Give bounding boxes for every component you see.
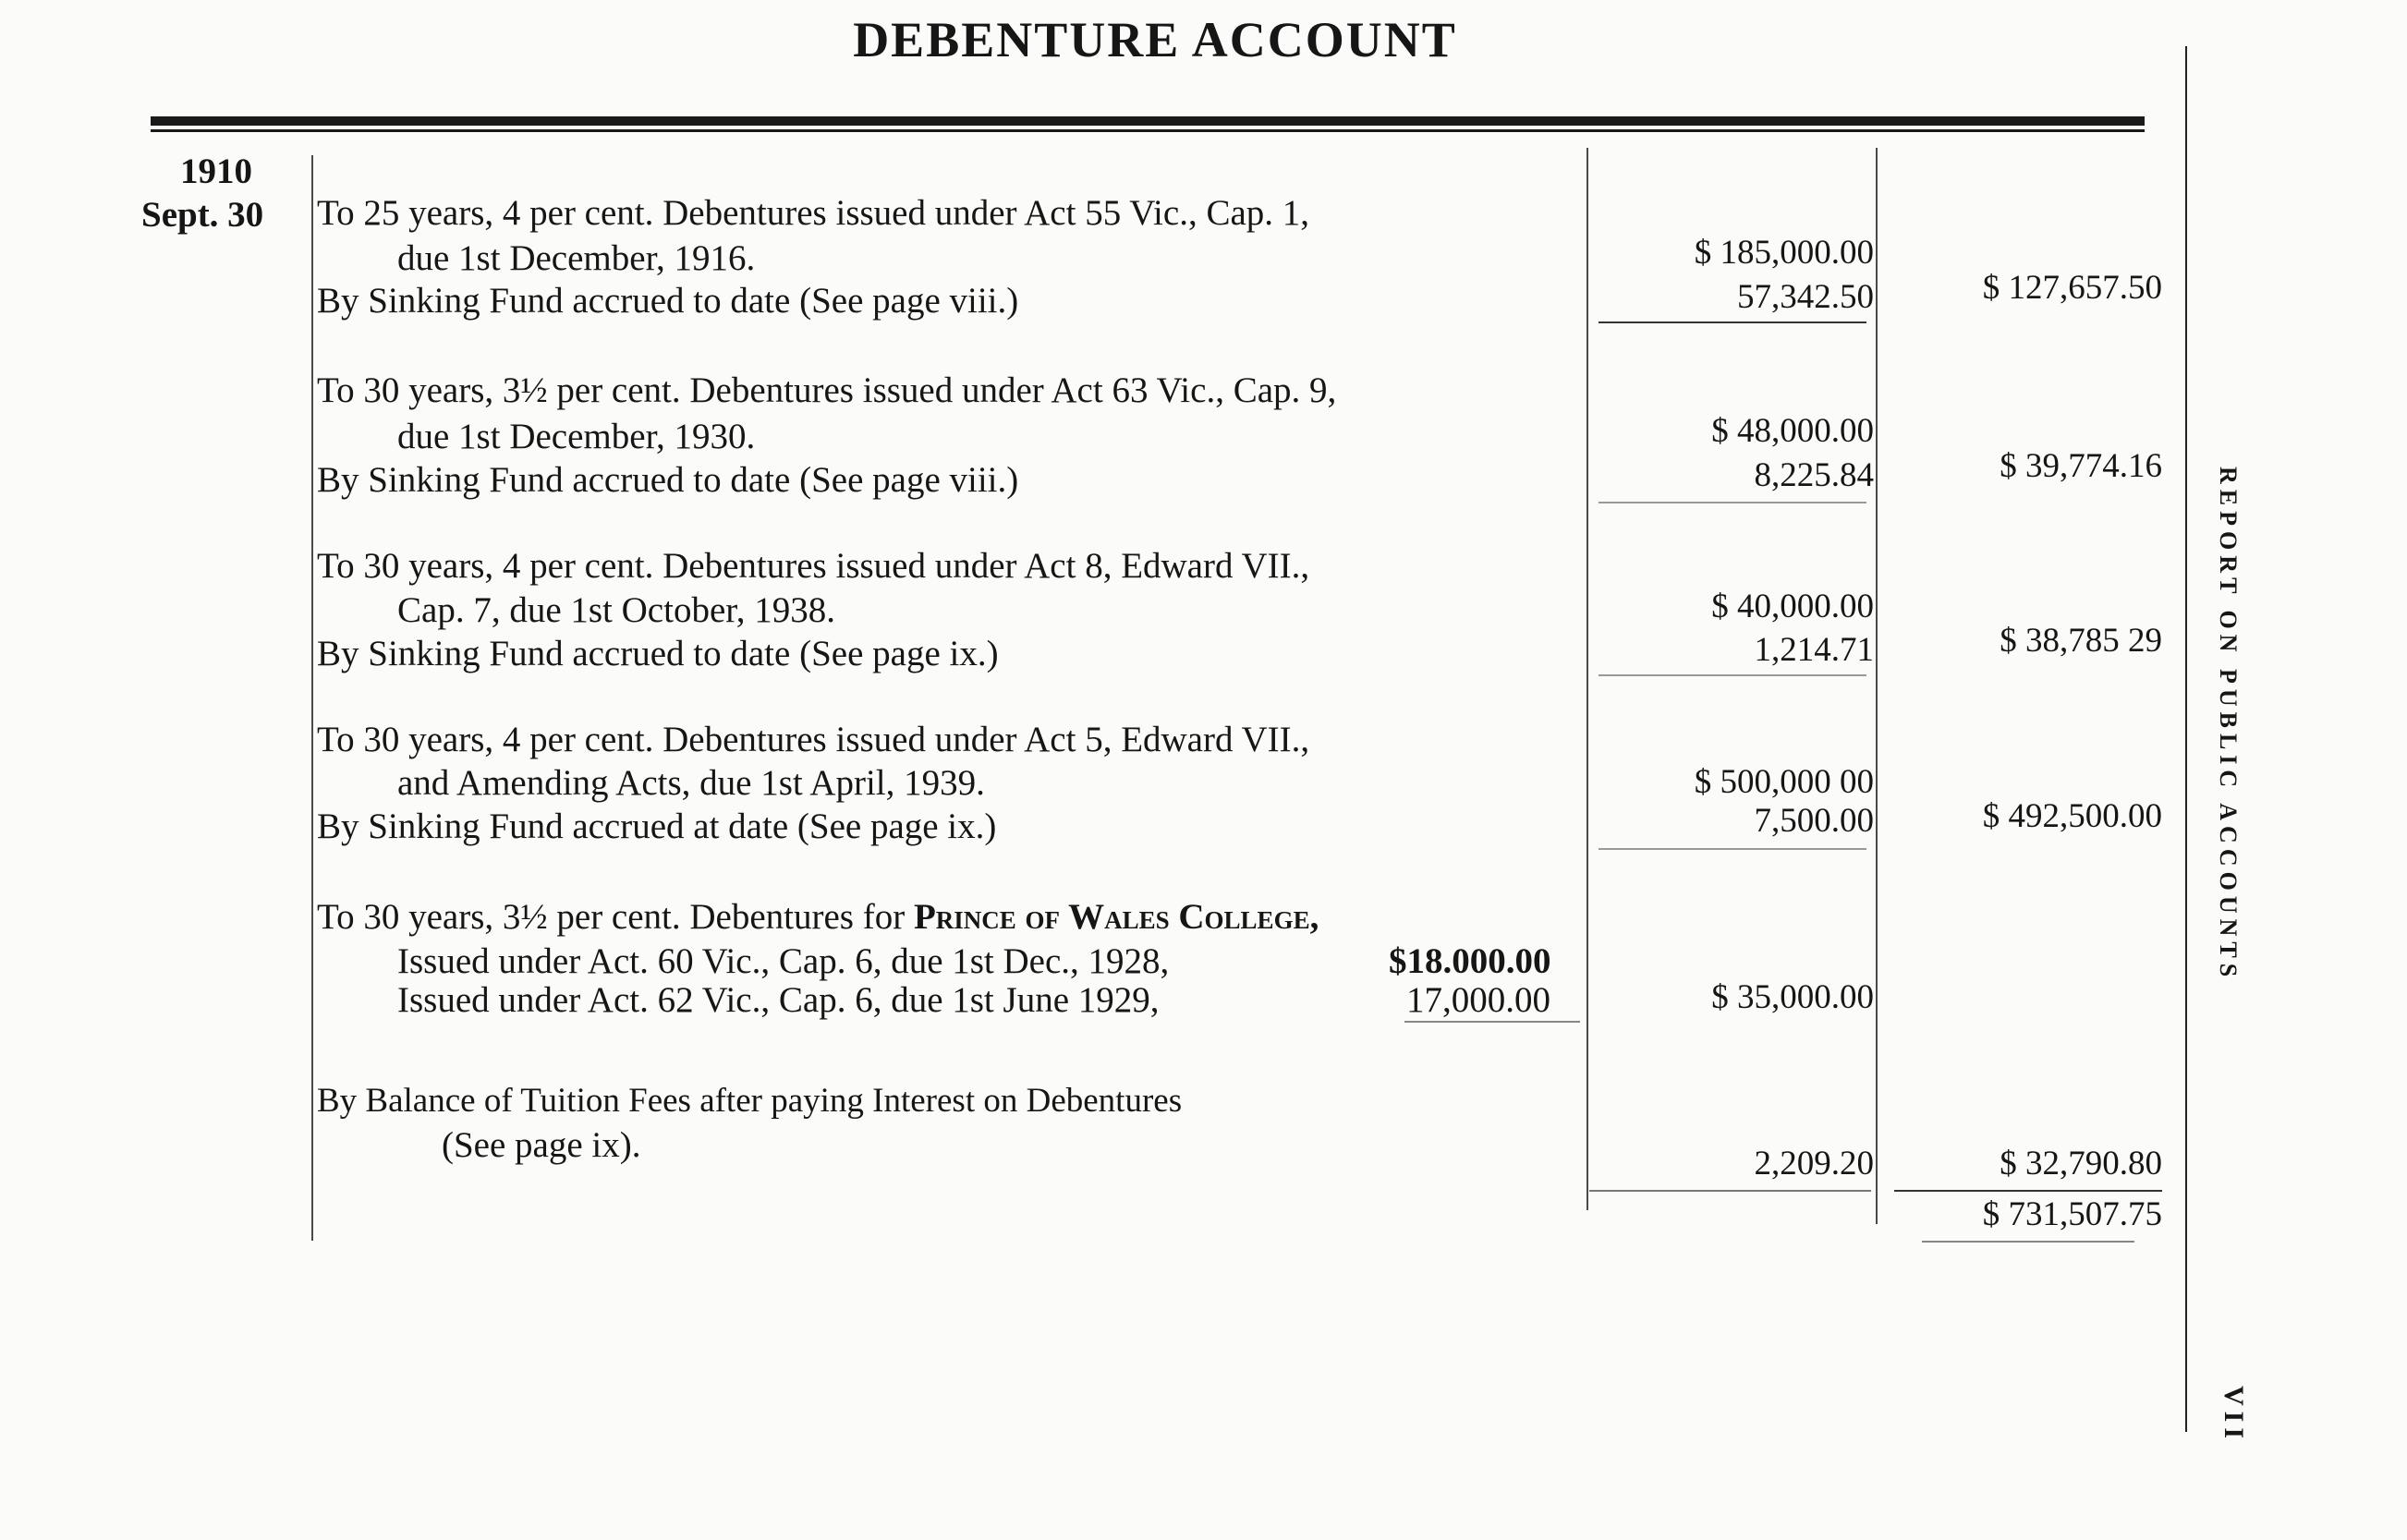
- tuition-amount: 2,209.20: [1754, 1145, 1874, 1182]
- header-rule-thick: [151, 116, 2145, 126]
- college-line-1-prefix: To 30 years, 3½ per cent. Debentures for: [317, 897, 906, 937]
- entry-1-subtotal-rule: [1599, 321, 1866, 323]
- entry-2-subtotal-rule: [1599, 502, 1866, 503]
- entry-3-line-2: Cap. 7, due 1st October, 1938.: [397, 590, 835, 630]
- date-day: Sept. 30: [141, 195, 264, 235]
- entry-3-subtotal-rule: [1599, 674, 1866, 676]
- entry-1-amount-1: $ 185,000.00: [1694, 234, 1874, 272]
- header-rule-thin: [151, 129, 2145, 132]
- college-line-2-amount: $18.000.00: [1389, 941, 1551, 981]
- entry-4-amount-2: 7,500.00: [1754, 802, 1874, 840]
- college-name: Prince of Wales College,: [913, 897, 1319, 937]
- entry-3-line-3: By Sinking Fund accrued to date (See page ix.): [317, 634, 999, 673]
- entry-3-balance: $ 38,785 29: [2000, 622, 2162, 660]
- entry-1-line-1: To 25 years, 4 per cent. Debentures issued under Act 55 Vic., Cap. 1,: [317, 193, 1310, 233]
- tuition-line-1: By Balance of Tuition Fees after paying Interest on Debentures: [317, 1082, 1183, 1120]
- date-column-rule: [311, 155, 313, 1241]
- entry-1-balance: $ 127,657.50: [1982, 269, 2162, 307]
- college-line-2: Issued under Act. 60 Vic., Cap. 6, due 1st Dec., 1928,: [397, 941, 1170, 981]
- entry-4-balance: $ 492,500.00: [1982, 797, 2162, 835]
- college-amount: $ 35,000.00: [1711, 978, 1874, 1016]
- entry-2-line-3: By Sinking Fund accrued to date (See page viii.): [317, 460, 1019, 500]
- grand-total-underline: [1922, 1241, 2134, 1243]
- entry-1-line-2: due 1st December, 1916.: [397, 238, 756, 278]
- entry-4-line-3: By Sinking Fund accrued at date (See page ix.): [317, 806, 997, 846]
- entry-1-amount-2: 57,342.50: [1737, 278, 1874, 316]
- college-line-3: Issued under Act. 62 Vic., Cap. 6, due 1st June 1929,: [397, 980, 1160, 1020]
- balance-column-rule: [1876, 148, 1878, 1224]
- entry-4-line-1: To 30 years, 4 per cent. Debentures issued under Act 5, Edward VII.,: [317, 720, 1310, 759]
- entry-2-amount-1: $ 48,000.00: [1711, 412, 1874, 450]
- entry-2-balance: $ 39,774.16: [2000, 447, 2162, 485]
- entry-3-amount-1: $ 40,000.00: [1711, 588, 1874, 625]
- entry-4-amount-1: $ 500,000 00: [1694, 763, 1874, 801]
- page-title: DEBENTURE ACCOUNT: [853, 12, 1457, 67]
- tuition-balance: $ 32,790.80: [2000, 1145, 2162, 1182]
- date-year: 1910: [180, 152, 252, 191]
- running-head: REPORT ON PUBLIC ACCOUNTS: [2215, 467, 2242, 983]
- entry-4-subtotal-rule: [1599, 848, 1866, 850]
- balance-column-closing-rule: [1894, 1190, 2162, 1192]
- page-edge-rule: [2185, 46, 2187, 1432]
- entry-4-line-2: and Amending Acts, due 1st April, 1939.: [397, 763, 985, 803]
- entry-3-amount-2: 1,214.71: [1754, 631, 1874, 669]
- entry-2-line-1: To 30 years, 3½ per cent. Debentures issued under Act 63 Vic., Cap. 9,: [317, 370, 1337, 410]
- entry-3-line-1: To 30 years, 4 per cent. Debentures issued under Act 8, Edward VII.,: [317, 546, 1310, 586]
- entry-2-line-2: due 1st December, 1930.: [397, 417, 756, 456]
- college-sub-rule: [1404, 1021, 1580, 1023]
- amount-column-closing-rule: [1589, 1190, 1871, 1192]
- page-number: VII: [2219, 1386, 2249, 1445]
- entry-2-amount-2: 8,225.84: [1754, 456, 1874, 494]
- tuition-line-2: (See page ix).: [442, 1125, 641, 1165]
- college-line-3-amount: 17,000.00: [1406, 980, 1550, 1020]
- entry-1-line-3: By Sinking Fund accrued to date (See page viii.): [317, 281, 1019, 321]
- college-line-1: [317, 896, 1319, 938]
- amount-column-rule: [1586, 148, 1588, 1210]
- grand-total: $ 731,507.75: [1982, 1195, 2162, 1233]
